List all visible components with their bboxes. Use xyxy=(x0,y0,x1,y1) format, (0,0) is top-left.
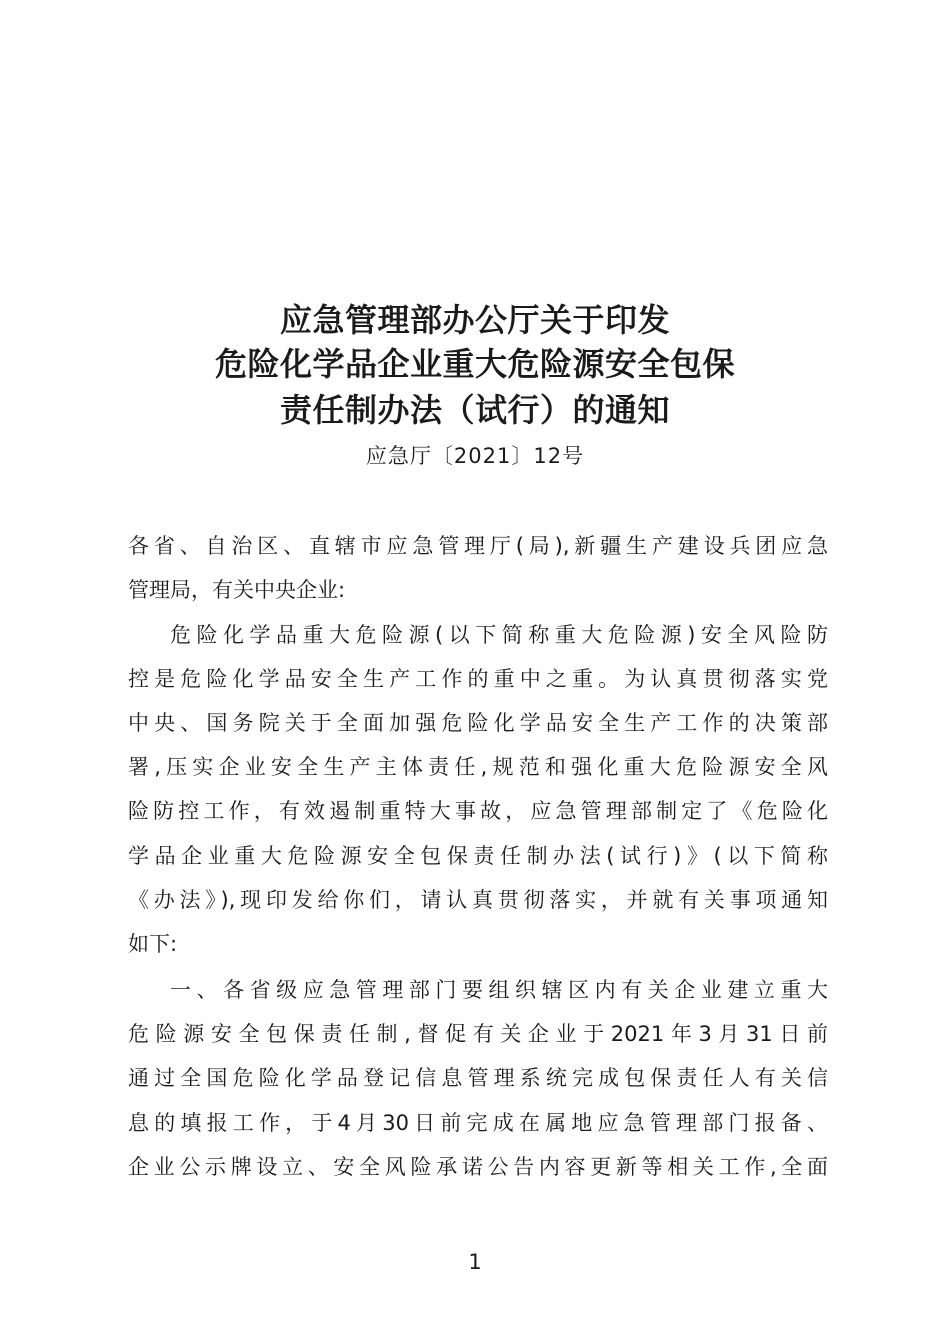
salutation-line-2: 管理局，有关中央企业: xyxy=(128,578,346,602)
title-line-3: 责任制办法（试行）的通知 xyxy=(279,391,670,429)
paragraph-1-line-3: 中央、国务院关于全面加强危险化学品安全生产工作的决策部 xyxy=(128,711,828,735)
paragraph-1-line-2: 控是危险化学品安全生产工作的重中之重。为认真贯彻落实党 xyxy=(128,667,828,691)
paragraph-1-line-5: 险防控工作，有效遏制重特大事故，应急管理部制定了《危险化 xyxy=(128,799,828,823)
paragraph-1-line-4: 署,压实企业安全生产主体责任,规范和强化重大危险源安全风 xyxy=(128,755,828,779)
page-number: 1 xyxy=(468,1250,482,1274)
paragraph-2-line-5: 企业公示牌设立、安全风险承诺公告内容更新等相关工作,全面 xyxy=(128,1155,828,1179)
paragraph-1-line-6: 学品企业重大危险源安全包保责任制办法(试行)》(以下简称 xyxy=(128,844,828,868)
document-number: 应急厅〔2021〕12号 xyxy=(365,444,585,468)
paragraph-1-line-1: 危险化学品重大危险源(以下简称重大危险源)安全风险防 xyxy=(170,623,828,647)
title-line-1: 应急管理部办公厅关于印发 xyxy=(279,301,670,339)
paragraph-2-line-4: 息的填报工作，于4月30日前完成在属地应急管理部门报备、 xyxy=(128,1111,828,1135)
title-line-2: 危险化学品企业重大危险源安全包保 xyxy=(214,345,735,383)
salutation-line-1: 各省、自治区、直辖市应急管理厅(局),新疆生产建设兵团应急 xyxy=(128,534,828,558)
paragraph-2-line-3: 通过全国危险化学品登记信息管理系统完成包保责任人有关信 xyxy=(128,1066,828,1090)
paragraph-1-line-7: 《办法》),现印发给你们，请认真贯彻落实，并就有关事项通知 xyxy=(128,888,828,912)
paragraph-2-line-1: 一、各省级应急管理部门要组织辖区内有关企业建立重大 xyxy=(170,978,828,1002)
paragraph-2-line-2: 危险源安全包保责任制,督促有关企业于2021年3月31日前 xyxy=(128,1022,828,1046)
paragraph-1-line-8: 如下: xyxy=(128,932,178,956)
